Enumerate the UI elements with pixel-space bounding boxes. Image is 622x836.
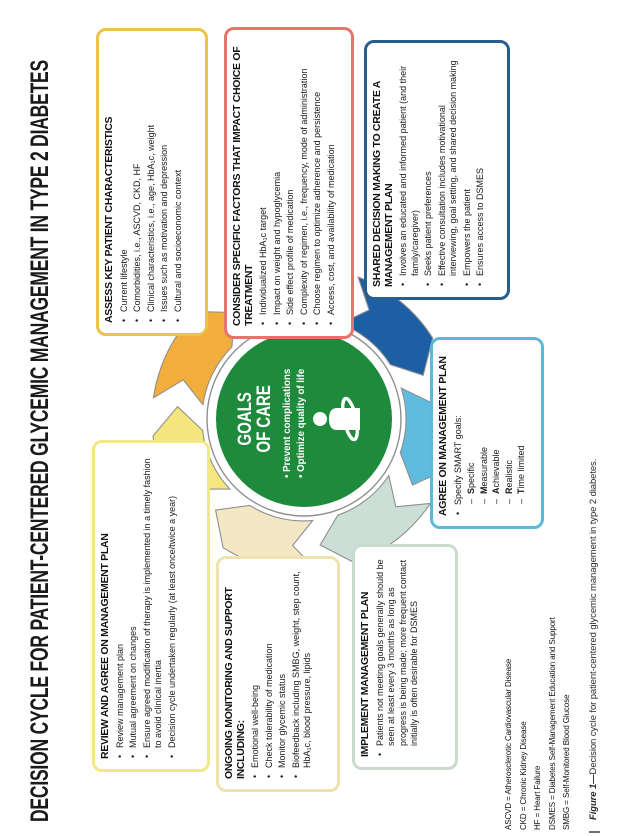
abbreviation-legend [502, 617, 575, 830]
list-item: • Clinical characteristics, i.e., age, HbA₁c, weight [146, 41, 158, 323]
list-item: • Emotional well-being [250, 569, 262, 779]
abbreviation-line: CKD = Chronic Kidney Disease [518, 721, 528, 830]
figure-caption-label: Figure 1— [588, 774, 599, 820]
list-item: • Review management plan [115, 453, 127, 759]
goals-of-care-content [216, 331, 392, 507]
list-item: • Impact on weight and hypoglycemia [272, 40, 284, 326]
box-consider-specific-factors [224, 27, 354, 339]
goals-of-care-bullets: •Prevent complications •Optimize quality of life [281, 369, 307, 479]
patient-person-icon [312, 395, 370, 443]
box-heading: REVIEW AND AGREE ON MANAGEMENT PLAN [99, 533, 111, 759]
list-item: • Complexity of regimen, i.e., frequency, mode of administration [299, 40, 311, 326]
box-heading: IMPLEMENT MANAGEMENT PLAN [359, 591, 371, 757]
box-heading: ASSESS KEY PATIENT CHARACTERISTICS [103, 116, 115, 323]
list-item: • Involves an educated and informed patient (and their family/caregiver) [398, 53, 421, 287]
list-item: • Monitor glycemic status [277, 569, 289, 779]
list-item: • Access, cost, and availability of medication [326, 40, 338, 326]
goals-of-care-title: GOALS OF CARE [235, 385, 275, 453]
list-item: • Decision cycle undertaken regularly (at least once/twice a year) [167, 453, 179, 759]
box-implement-management-plan [352, 544, 458, 770]
box-review-and-agree [92, 440, 210, 772]
box-agree-on-management-plan [430, 337, 544, 529]
smart-goal-item: – Time limited [516, 350, 528, 516]
list-item: • Effective consultation includes motivational interviewing, goal setting, and shared decision making [437, 53, 460, 287]
list-item: • Issues such as motivation and depression [159, 41, 171, 323]
box-heading: ONGOING MONITORING AND SUPPORT INCLUDING: [223, 587, 247, 779]
list-item: • Check tolerability of medication [264, 569, 276, 779]
list-item: • Seeks patient preferences [423, 53, 435, 287]
box-ongoing-monitoring-support [216, 556, 340, 792]
page-margin-tick [589, 832, 600, 834]
figure-title: DECISION CYCLE FOR PATIENT-CENTERED GLYCEMIC MANAGEMENT IN TYPE 2 DIABETES [26, 60, 54, 822]
abbreviation-line: ASCVD = Atherosclerotic Cardiovascular Disease [504, 658, 513, 830]
figure-caption-text: Decision cycle for patient-centered glycemic management in type 2 diabetes. [588, 458, 599, 775]
list-item: • Patients not meeting goals generally should be seen at least every 3 months as long as progress is being made; more frequent contact initially is often desirable for DSMES [375, 557, 421, 757]
list-item: • Choose regimen to optimize adherence and persistence [312, 40, 324, 326]
abbreviation-line: HF = Heart Failure [533, 765, 542, 830]
box-heading: AGREE ON MANAGEMENT PLAN [437, 356, 449, 516]
list-item: • Empowers the patient [462, 53, 474, 287]
list-item: • Side effect profile of medication [285, 40, 297, 326]
figure-caption [588, 459, 599, 820]
list-item: • Current lifestyle [119, 41, 131, 323]
abbreviation-line: DSMES = Diabetes Self-Management Education and Support [547, 617, 557, 830]
smart-goal-item: – Realistic [504, 350, 516, 516]
box-shared-decision-making [364, 40, 510, 300]
list-item: • Specify SMART goals: [453, 350, 465, 516]
list-item: • Mutual agreement on changes [128, 453, 140, 759]
list-item: • Cultural and socioeconomic context [173, 41, 185, 323]
list-item: • Ensures access to DSMES [475, 53, 487, 287]
list-item: • Biofeedback including SMBG, weight, step count, HbA₁c, blood pressure, lipids [291, 569, 314, 779]
box-assess-key-patient-characteristics [96, 28, 208, 336]
smart-goal-item: – Achievable [491, 350, 503, 516]
list-item: • Individualized HbA₁c target [258, 40, 270, 326]
smart-goal-item: – Specific [466, 350, 478, 516]
abbreviation-line: SMBG = Self-Monitored Blood Glucose [562, 694, 571, 830]
smart-goal-item: – Measurable [479, 350, 491, 516]
box-heading: SHARED DECISION MAKING TO CREATE A MANAGEMENT PLAN [371, 81, 395, 287]
box-heading: CONSIDER SPECIFIC FACTORS THAT IMPACT CHOICE OF TREATMENT [231, 46, 255, 326]
list-item: • Ensure agreed modification of therapy is implemented in a timely fashion to avoid clinical inertia [142, 453, 165, 759]
list-item: • Comorbidities, i.e., ASCVD, CKD, HF [132, 41, 144, 323]
